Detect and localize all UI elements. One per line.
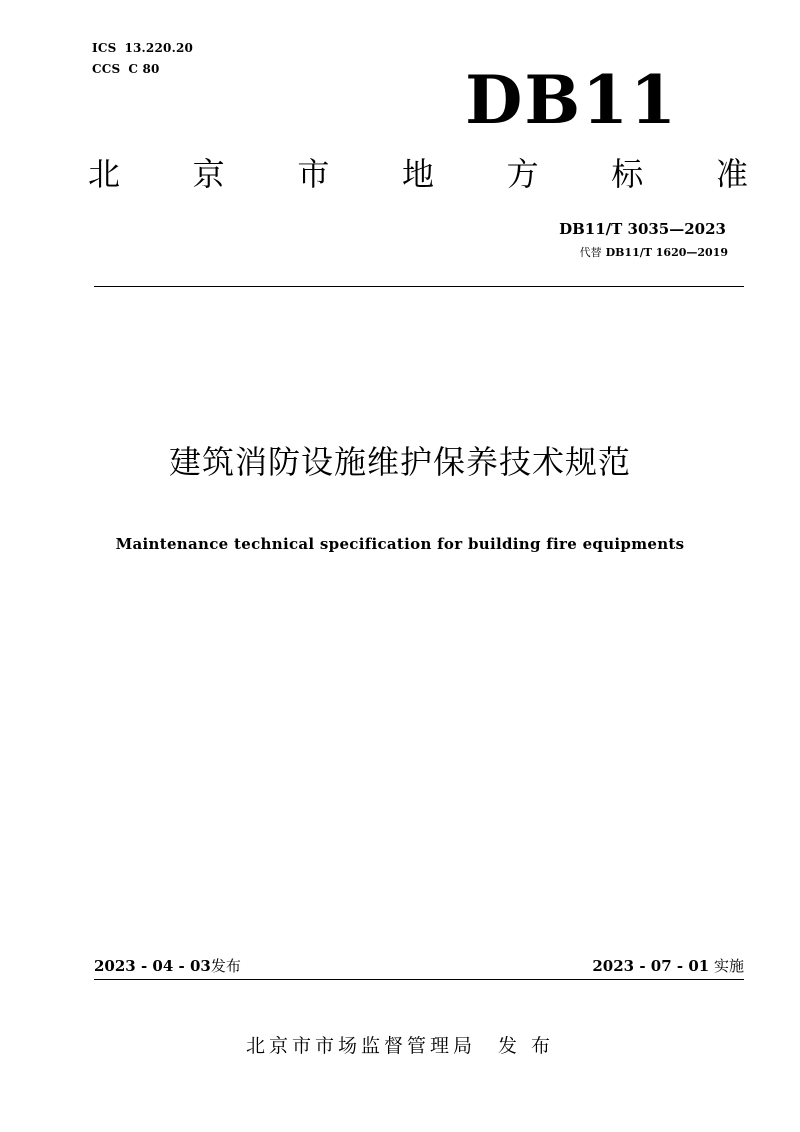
ics-code: 13.220.20 xyxy=(124,41,194,55)
standard-type-char: 北 xyxy=(88,155,121,193)
standard-type xyxy=(88,152,748,196)
footer-divider xyxy=(94,979,744,980)
ics-line xyxy=(92,38,193,59)
implement-label: 实施 xyxy=(713,957,744,975)
standard-type-char: 京 xyxy=(192,155,225,193)
standard-type-char: 方 xyxy=(506,155,539,193)
issue-date-line xyxy=(94,956,241,976)
replaces-label: 代替 xyxy=(579,246,602,259)
ccs-code: C 80 xyxy=(128,62,160,76)
ics-label: ICS xyxy=(92,41,117,55)
standard-type-char: 标 xyxy=(611,155,644,193)
replaces-line xyxy=(580,244,728,262)
standard-type-char: 准 xyxy=(715,155,748,193)
issue-date: 2023 - 04 - 03 xyxy=(94,957,211,975)
implement-date: 2023 - 07 - 01 xyxy=(592,957,710,975)
implement-date-line xyxy=(592,956,744,976)
issuer-name: 北京市市场监督管理局 xyxy=(245,1035,476,1057)
issuer-line xyxy=(0,1033,800,1059)
classification-codes xyxy=(92,38,193,80)
standard-type-char: 地 xyxy=(401,155,434,193)
header-divider xyxy=(94,286,744,287)
document-title-chinese: 建筑消防设施维护保养技术规范 xyxy=(168,443,631,481)
issue-label: 发布 xyxy=(210,957,241,975)
issuer-action: 发 布 xyxy=(497,1035,555,1057)
ccs-line xyxy=(92,59,193,80)
standard-mark: DB11 xyxy=(465,61,678,139)
standard-type-char: 市 xyxy=(297,155,330,193)
document-title-english: Maintenance technical specification for building fire equipments xyxy=(115,535,685,553)
replaces-number: DB11/T 1620—2019 xyxy=(605,246,728,259)
ccs-label: CCS xyxy=(92,62,121,76)
standard-number: DB11/T 3035—2023 xyxy=(559,220,726,238)
